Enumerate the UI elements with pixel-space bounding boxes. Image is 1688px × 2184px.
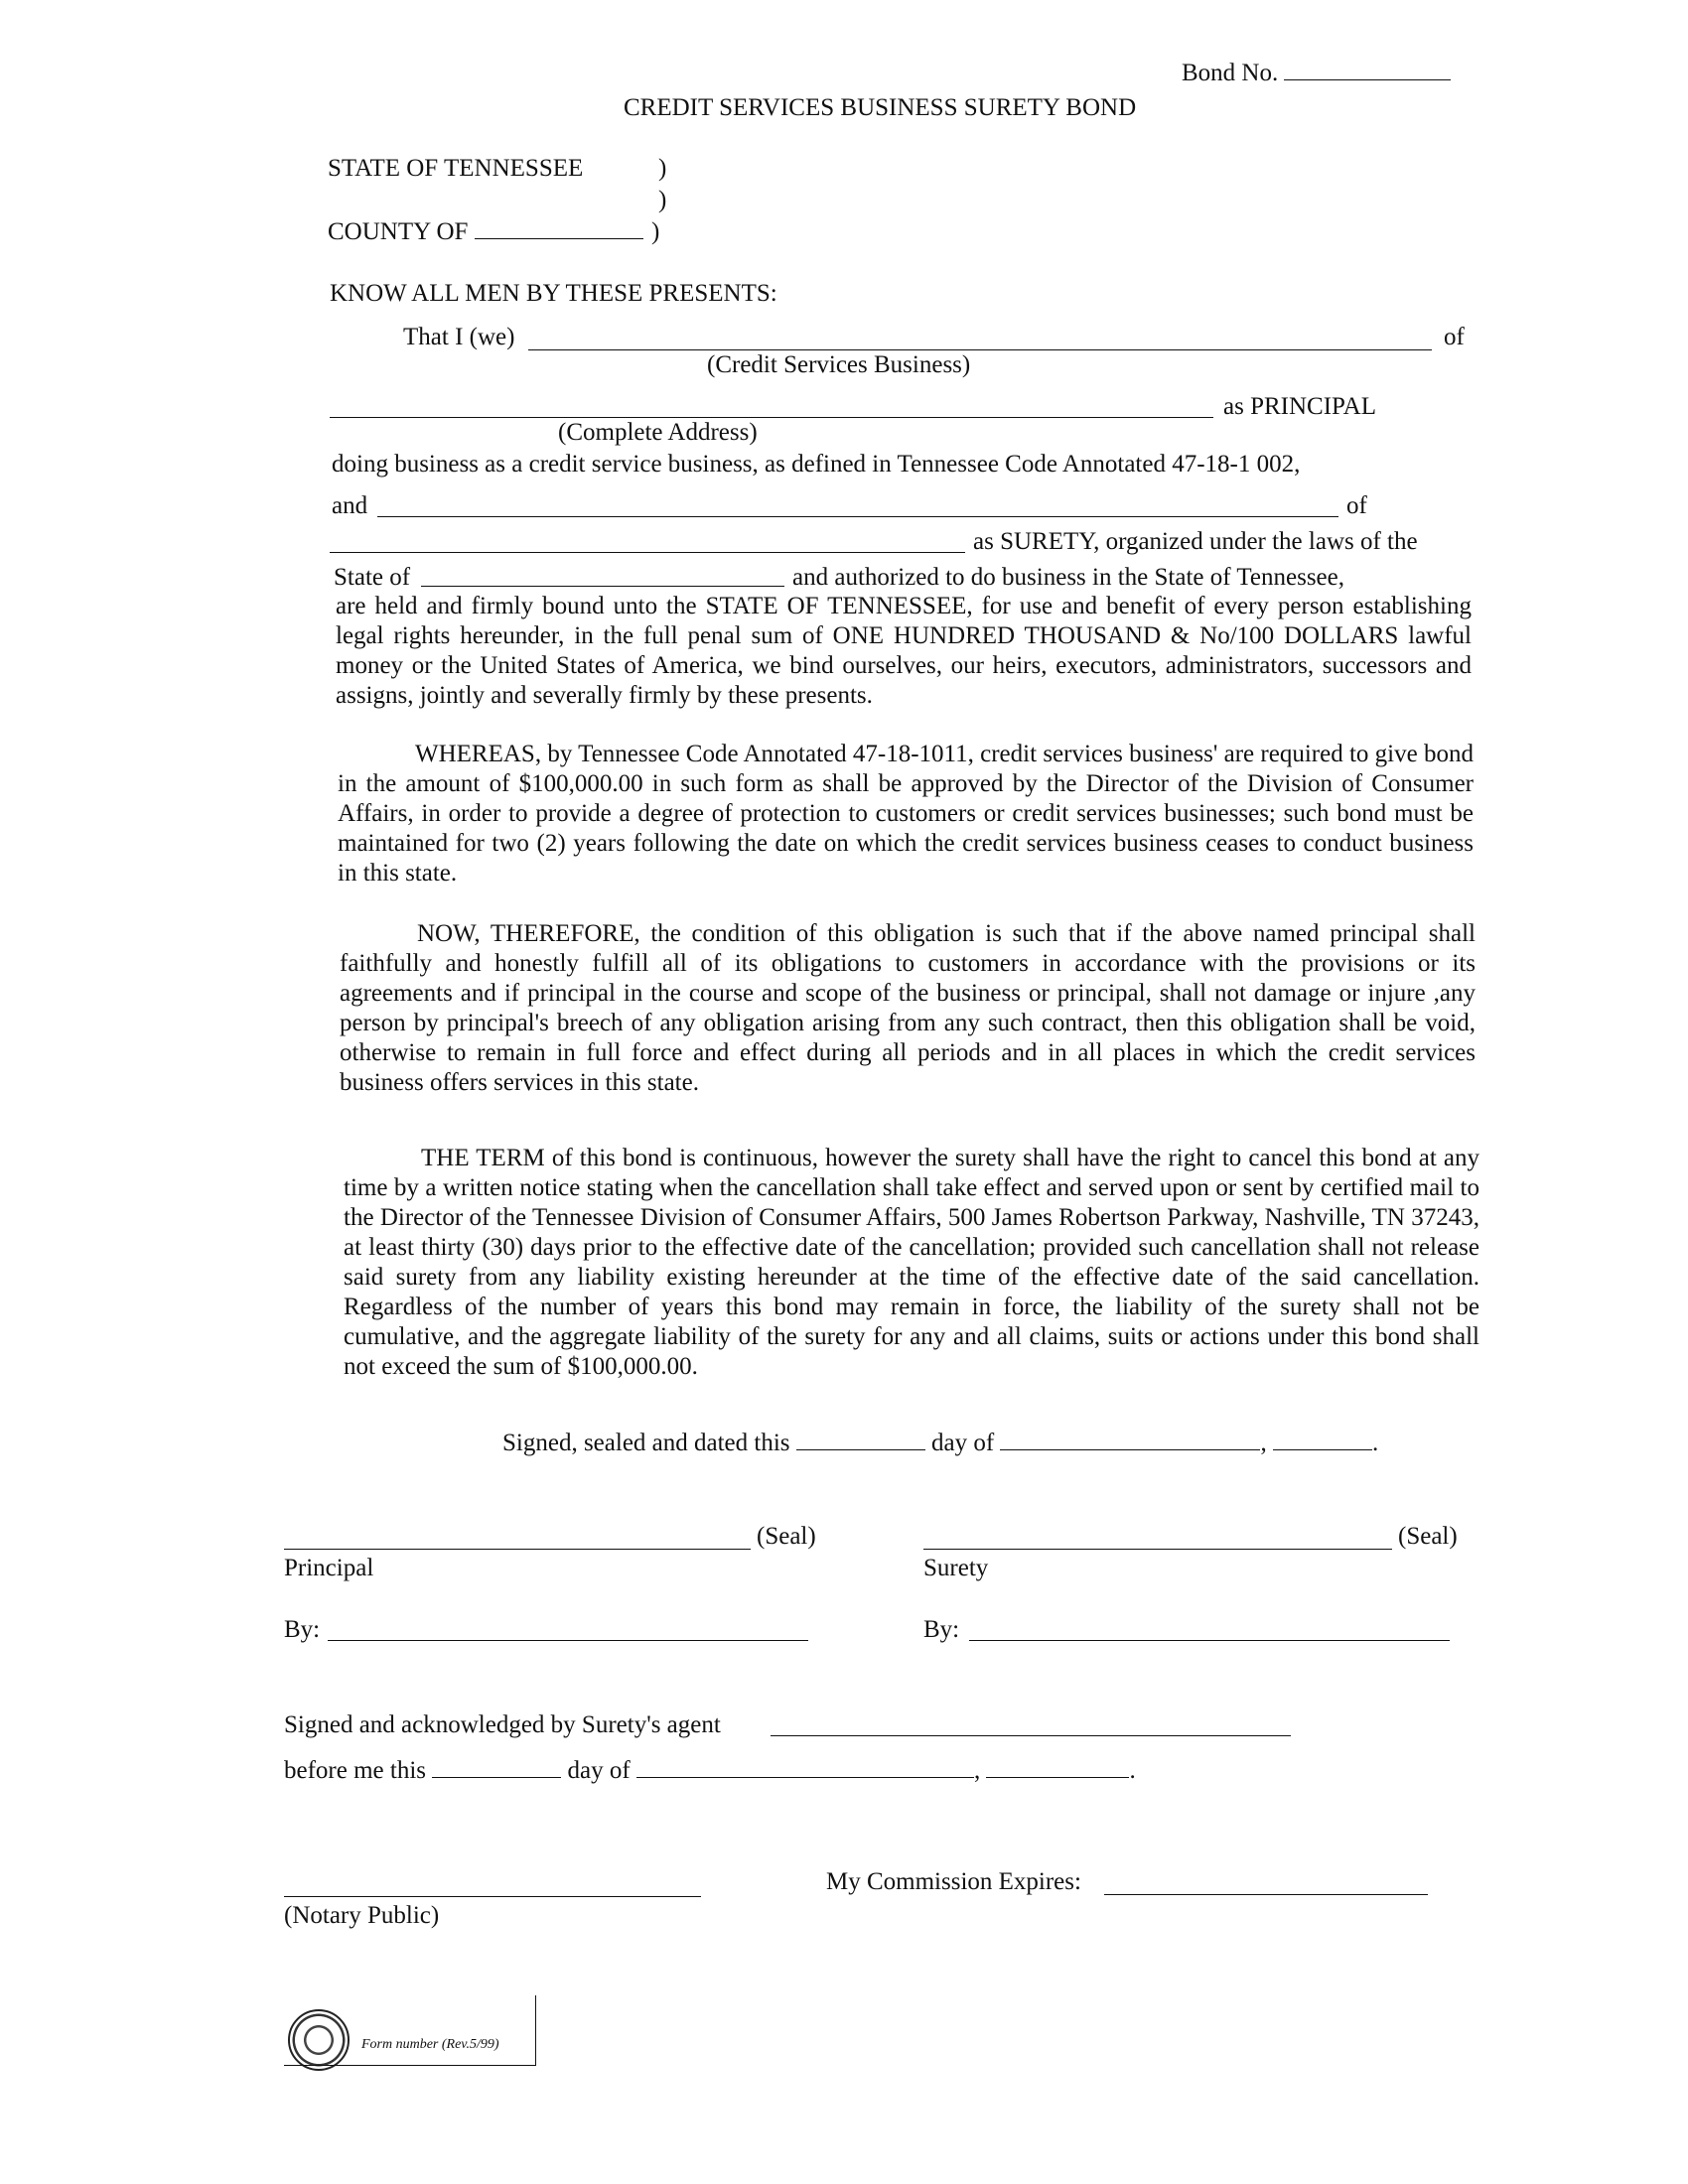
signed-day-of-label: day of <box>931 1430 995 1456</box>
credit-business-field[interactable] <box>528 349 1432 350</box>
footer-underline <box>284 2065 536 2066</box>
term-paragraph <box>344 1144 1479 1382</box>
surety-address-field[interactable] <box>330 552 965 553</box>
as-principal-label: as PRINCIPAL <box>1223 393 1376 420</box>
whereas-paragraph <box>338 740 1474 888</box>
know-all-heading: KNOW ALL MEN BY THESE PRESENTS: <box>330 280 777 307</box>
and-label: and <box>332 492 368 519</box>
comma: , <box>1260 1430 1267 1456</box>
period: . <box>1129 1757 1136 1784</box>
ack-month-field[interactable] <box>636 1757 974 1778</box>
signed-sealed-label: Signed, sealed and dated this <box>502 1430 790 1456</box>
principal-by-label: By: <box>284 1616 321 1643</box>
whereas-text: WHEREAS, by Tennessee Code Annotated 47-18-1011, credit services business' are required to give bond in the amount of $100,000.00 in such form as shall be approved by the Director of the Division of Consumer Affairs, in order to provide a degree of protection to customers or credit services businesses; such bond must be maintained for two (2) years following the date on which the credit services business ceases to conduct business in this state. <box>338 741 1474 887</box>
as-surety-label: as SURETY, organized under the laws of the <box>973 528 1418 555</box>
before-me-row <box>284 1757 1136 1786</box>
commission-label: My Commission Expires: <box>826 1868 1081 1895</box>
signed-year-field[interactable] <box>1273 1430 1372 1450</box>
surety-seal-label: (Seal) <box>1398 1523 1458 1550</box>
paren-1: ) <box>658 155 667 182</box>
county-label: COUNTY OF <box>328 218 469 245</box>
surety-state-field[interactable] <box>421 586 784 587</box>
of-label-1: of <box>1444 324 1465 350</box>
signed-ack-label: Signed and acknowledged by Surety's agent <box>284 1711 721 1738</box>
surety-label: Surety <box>923 1555 989 1581</box>
period: . <box>1371 1430 1379 1456</box>
principal-signature-line[interactable] <box>284 1549 751 1550</box>
paren-2: ) <box>658 187 667 213</box>
surety-by-label: By: <box>923 1616 960 1643</box>
ack-year-field[interactable] <box>986 1757 1129 1778</box>
principal-address-field[interactable] <box>330 417 1213 418</box>
principal-seal-label: (Seal) <box>757 1523 816 1550</box>
county-row <box>328 218 643 247</box>
comma: , <box>973 1757 981 1784</box>
doing-business-text: doing business as a credit service business, as defined in Tennessee Code Annotated 47-18-1 002, <box>332 451 1301 478</box>
ack-day-of-label: day of <box>567 1757 631 1784</box>
document-title: CREDIT SERVICES BUSINESS SURETY BOND <box>624 94 1137 121</box>
authorized-text: and authorized to do business in the State of Tennessee, <box>792 564 1344 591</box>
that-i-label: That I (we) <box>403 324 515 350</box>
now-therefore-text: NOW, THEREFORE, the condition of this obligation is such that if the above named principal shall faithfully and honestly fulfill all of its obligations to customers in accordance with the provisions or its agreements and if principal in the course and scope of the business or principal, shall not damage or injure ,any person by principal's breech of any obligation arising from any such contract, then this obligation shall be void, otherwise to remain in full force and effect during all periods and in all places in which the credit services business offers services in this state. <box>340 920 1476 1096</box>
credit-business-caption: (Credit Services Business) <box>707 351 971 378</box>
held-bound-paragraph <box>336 592 1472 711</box>
signed-month-field[interactable] <box>1000 1430 1260 1450</box>
tennessee-seal-icon <box>288 2009 350 2071</box>
surety-name-field[interactable] <box>377 516 1338 517</box>
state-label: STATE OF TENNESSEE <box>328 155 584 182</box>
signed-day-field[interactable] <box>796 1430 925 1450</box>
before-me-label: before me this <box>284 1757 427 1784</box>
notary-signature-line[interactable] <box>284 1896 701 1897</box>
paren-3: ) <box>651 218 660 245</box>
form-number: Form number (Rev.5/99) <box>361 2037 499 2052</box>
principal-label: Principal <box>284 1555 374 1581</box>
held-bound-text: are held and firmly bound unto the STATE OF TENNESSEE, for use and benefit of every person establishing legal rights hereunder, in the full penal sum of ONE HUNDRED THOUSAND & No/100 DOLLARS lawful money or the United States of America, we bind ourselves, our heirs, executors, administrators, successors and assigns, jointly and severally firmly by these presents. <box>336 593 1472 709</box>
now-therefore-paragraph <box>340 919 1476 1098</box>
bond-no <box>1182 60 1451 88</box>
of-label-2: of <box>1346 492 1367 519</box>
surety-agent-field[interactable] <box>771 1735 1291 1736</box>
surety-signature-line[interactable] <box>923 1549 1392 1550</box>
footer-divider <box>535 1995 536 2065</box>
state-of-label: State of <box>334 564 411 591</box>
commission-expires-field[interactable] <box>1104 1894 1428 1895</box>
bond-no-field[interactable] <box>1284 60 1451 80</box>
surety-by-field[interactable] <box>969 1640 1450 1641</box>
address-caption: (Complete Address) <box>558 419 758 446</box>
term-text: THE TERM of this bond is continuous, however the surety shall have the right to cancel this bond at any time by a written notice stating when the cancellation shall take effect and served upon or sent by certified mail to the Director of the Tennessee Division of Consumer Affairs, 500 James Robertson Parkway, Nashville, TN 37243, at least thirty (30) days prior to the effective date of the cancellation; provided such cancellation shall not release said surety from any liability existing hereunder at the time of the effective date of the said cancellation. Regardless of the number of years this bond may remain in force, the liability of the surety shall not be cumulative, and the aggregate liability of the surety for any and all claims, suits or actions under this bond shall not exceed the sum of $100,000.00. <box>344 1145 1479 1380</box>
county-field[interactable] <box>475 218 643 239</box>
bond-no-label: Bond No. <box>1182 60 1279 86</box>
principal-by-field[interactable] <box>328 1640 808 1641</box>
notary-public-label: (Notary Public) <box>284 1902 440 1929</box>
ack-day-field[interactable] <box>432 1757 561 1778</box>
signed-sealed-row <box>502 1430 1378 1458</box>
